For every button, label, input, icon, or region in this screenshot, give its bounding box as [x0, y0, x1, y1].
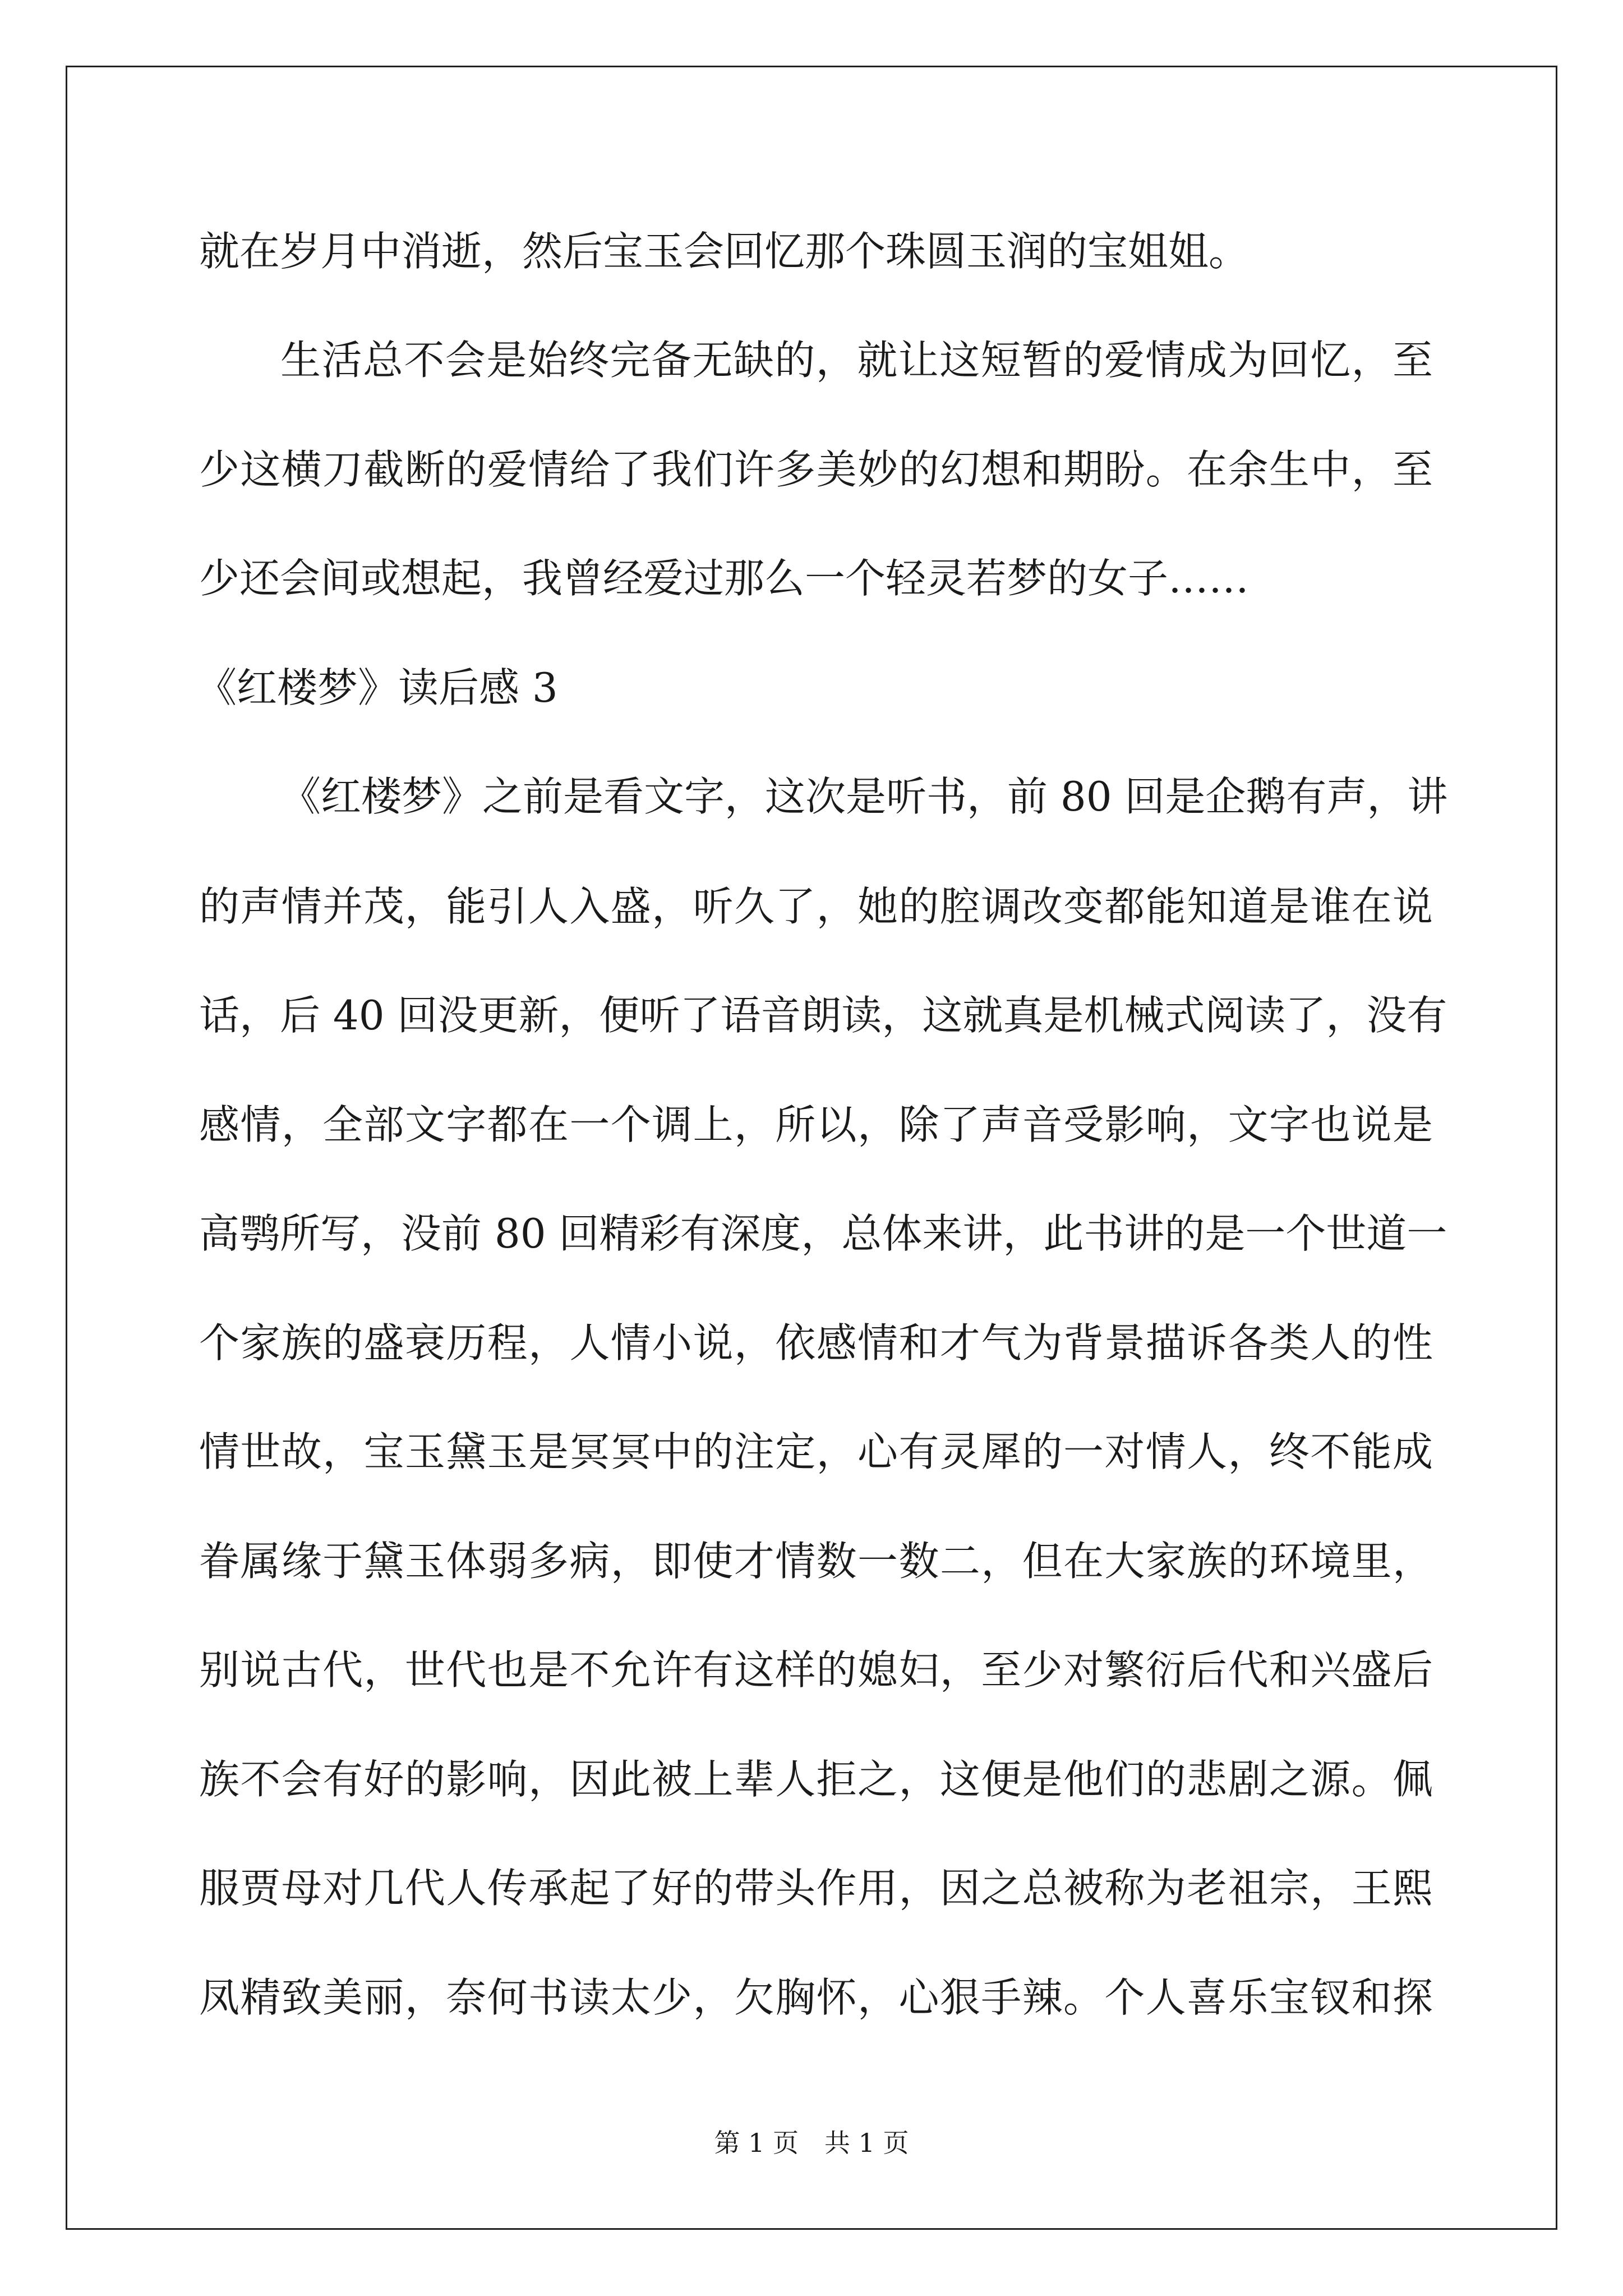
text-line: 个家族的盛衰历程，人情小说，依感情和才气为背景描诉各类人的性	[199, 1319, 1433, 1366]
text-line: 服贾母对几代人传承起了好的带头作用，因之总被称为老祖宗，王熙	[199, 1865, 1433, 1912]
section-heading: 《红楼梦》读后感 3	[196, 664, 558, 711]
paragraph-first-line: 生活总不会是始终完备无缺的，就让这短暂的爱情成为回忆，至	[280, 337, 1433, 384]
text-line: 族不会有好的影响，因此被上辈人拒之，这便是他们的悲剧之源。佩	[199, 1756, 1433, 1803]
text-line: 感情，全部文字都在一个调上，所以，除了声音受影响，文字也说是	[199, 1101, 1433, 1148]
text-line: 别说古代，世代也是不允许有这样的媳妇，至少对繁衍后代和兴盛后	[199, 1646, 1433, 1694]
text-line: 高鹗所写，没前 80 回精彩有深度，总体来讲，此书讲的是一个世道一	[199, 1210, 1447, 1257]
page-footer: 第 1 页 共 1 页	[714, 2128, 909, 2158]
text-line: 少还会间或想起，我曾经爱过那么一个轻灵若梦的女子……	[199, 555, 1249, 602]
text-line: 情世故，宝玉黛玉是冥冥中的注定，心有灵犀的一对情人，终不能成	[199, 1428, 1433, 1475]
text-line: 就在岁月中消逝，然后宝玉会回忆那个珠圆玉润的宝姐姐。	[199, 228, 1249, 275]
paragraph-first-line: 《红楼梦》之前是看文字，这次是听书，前 80 回是企鹅有声，讲	[280, 773, 1448, 820]
text-line: 少这横刀截断的爱情给了我们许多美妙的幻想和期盼。在余生中，至	[199, 446, 1433, 493]
text-line: 的声情并茂，能引人入盛，听久了，她的腔调改变都能知道是谁在说	[199, 883, 1433, 930]
text-line: 眷属缘于黛玉体弱多病，即使才情数一数二，但在大家族的环境里，	[199, 1538, 1433, 1585]
text-line: 凤精致美丽，奈何书读太少，欠胸怀，心狠手辣。个人喜乐宝钗和探	[199, 1974, 1433, 2021]
text-line: 话，后 40 回没更新，便听了语音朗读，这就真是机械式阅读了，没有	[199, 992, 1447, 1039]
